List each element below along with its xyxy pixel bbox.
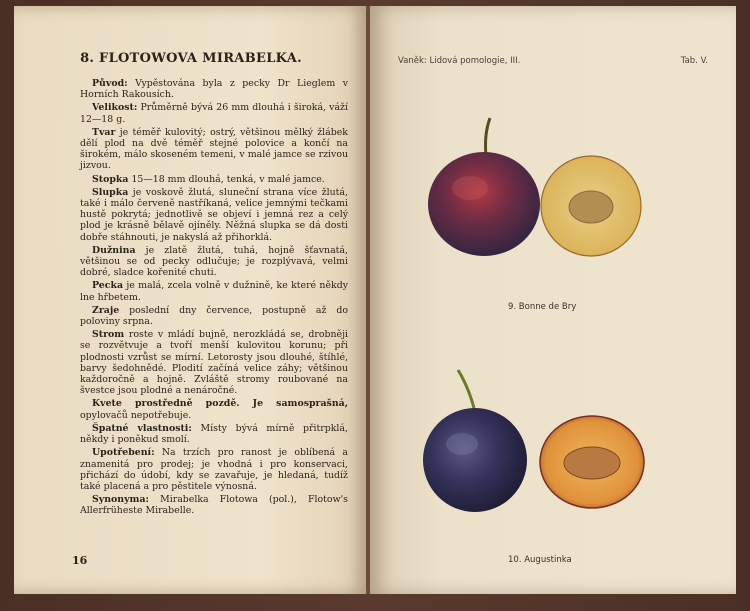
paragraph-text: je malá, zcela volně v dužnině, ke které někdy lne hřbetem. <box>80 280 348 303</box>
description-text <box>80 78 348 519</box>
paragraph-label: Upotřebení: <box>92 447 155 459</box>
plum-illustration-augustinka <box>418 364 658 524</box>
paragraph-text: je voskově žlutá, sluneční strana více žlutá, také i málo červeně nastříkaná, velice jemnými tečkami hustě pokrytá; jednotlivě se objeví i jemná rez a celý plod je krásně bělavě ojíněly. Něžná slupka se dá dosti dobře stáhnouti, je nakyslá až přihorklá. <box>80 186 348 243</box>
paragraph <box>80 280 348 302</box>
paragraph <box>80 127 348 172</box>
paragraph <box>80 78 348 100</box>
paragraph <box>80 329 348 396</box>
paragraph-text: Místy bývá mírně přitrpklá, někdy i poněkud smolí. <box>80 422 349 446</box>
paragraph-text: je téměř kulovitý; ostrý, většinou mělký žlábek dělí plod na dvě téměř stejné polovice a končí na širokém, málo skoseném temeni, v malé jamce se rzivou jizvou. <box>80 126 348 172</box>
paragraph-text: poslední dny července, postupně až do poloviny srpna. <box>80 304 348 328</box>
plate-number: Tab. V. <box>680 56 708 66</box>
left-page <box>14 6 368 594</box>
paragraph-text: 15—18 mm dlouhá, tenká, v malé jamce. <box>128 173 325 185</box>
paragraph-label: Slupka <box>92 186 129 198</box>
paragraph <box>80 423 348 445</box>
page-number: 16 <box>72 554 88 567</box>
paragraph-label: Velikost: <box>92 102 138 114</box>
page-title: 8. FLOTOWOVA MIRABELKA. <box>80 51 302 66</box>
paragraph <box>80 398 348 420</box>
paragraph-text: je zlatě žlutá, tuhá, hojně šťavnatá, většinou se od pecky odlučuje; je rozplývavá, velmi dobré, sladce kořenité chuti. <box>80 244 348 279</box>
paragraph-label: Kvete prostředně pozdě. Je samosprašná, <box>92 398 348 410</box>
paragraph <box>80 187 348 243</box>
caption-bonne-de-bry: 9. Bonne de Bry <box>508 302 577 312</box>
caption-augustinka: 10. Augustinka <box>508 555 572 565</box>
paragraph <box>80 494 348 516</box>
paragraph-text: Vypěstována byla z pecky Dr Lieglem v Horních Rakousích. <box>80 78 348 101</box>
paragraph <box>80 447 348 492</box>
plum-illustration-bonne-de-bry <box>420 114 660 274</box>
paragraph-label: Strom <box>92 329 125 341</box>
paragraph-text: Mirabelka Flotowa (pol.), Flotow's Allerfrüheste Mirabelle. <box>80 494 348 517</box>
paragraph-label: Špatné vlastnosti: <box>92 422 192 434</box>
paragraph-label: Stopka <box>92 173 129 185</box>
paragraph-label: Dužnina <box>92 244 136 256</box>
paragraph <box>80 245 348 279</box>
paragraph-text: roste v mládí bujně, nerozkládá se, drobněji se rozvětvuje a tvoří menší kulovitou korunu; při plodnosti vzrůst se mírní. Letorosty jsou dlouhé, štíhlé, barvy šedohnědé. Plodití začíná velice záhy; většinou každoročně a hojně. Zvláště stromy roubované na švestce jsou plodné a nenáročné. <box>80 329 348 397</box>
paragraph-label: Zraje <box>92 304 120 316</box>
paragraph-label: Původ: <box>92 78 128 89</box>
paragraph-text: Průměrně bývá 26 mm dlouhá i široká, váží 12—18 g. <box>80 102 348 125</box>
header-author: Vaněk: Lidová pomologie, III. <box>398 56 521 66</box>
paragraph-label: Pecka <box>92 280 124 292</box>
paragraph-label: Synonyma: <box>92 494 150 506</box>
paragraph-text: opylovačů nepotřebuje. <box>80 409 192 421</box>
right-page <box>370 6 736 594</box>
paragraph-label: Tvar <box>92 126 116 138</box>
paragraph <box>80 305 348 327</box>
paragraph <box>80 102 348 124</box>
paragraph-text: Na trzích pro ranost je oblíbená a znamenitá pro prodej; je vhodná i pro konservaci, přichází do údobí, kdy se zavařuje, je hledaná, tudíž také placená a pro pěstitele výnosná. <box>80 447 348 492</box>
paragraph <box>80 174 348 185</box>
